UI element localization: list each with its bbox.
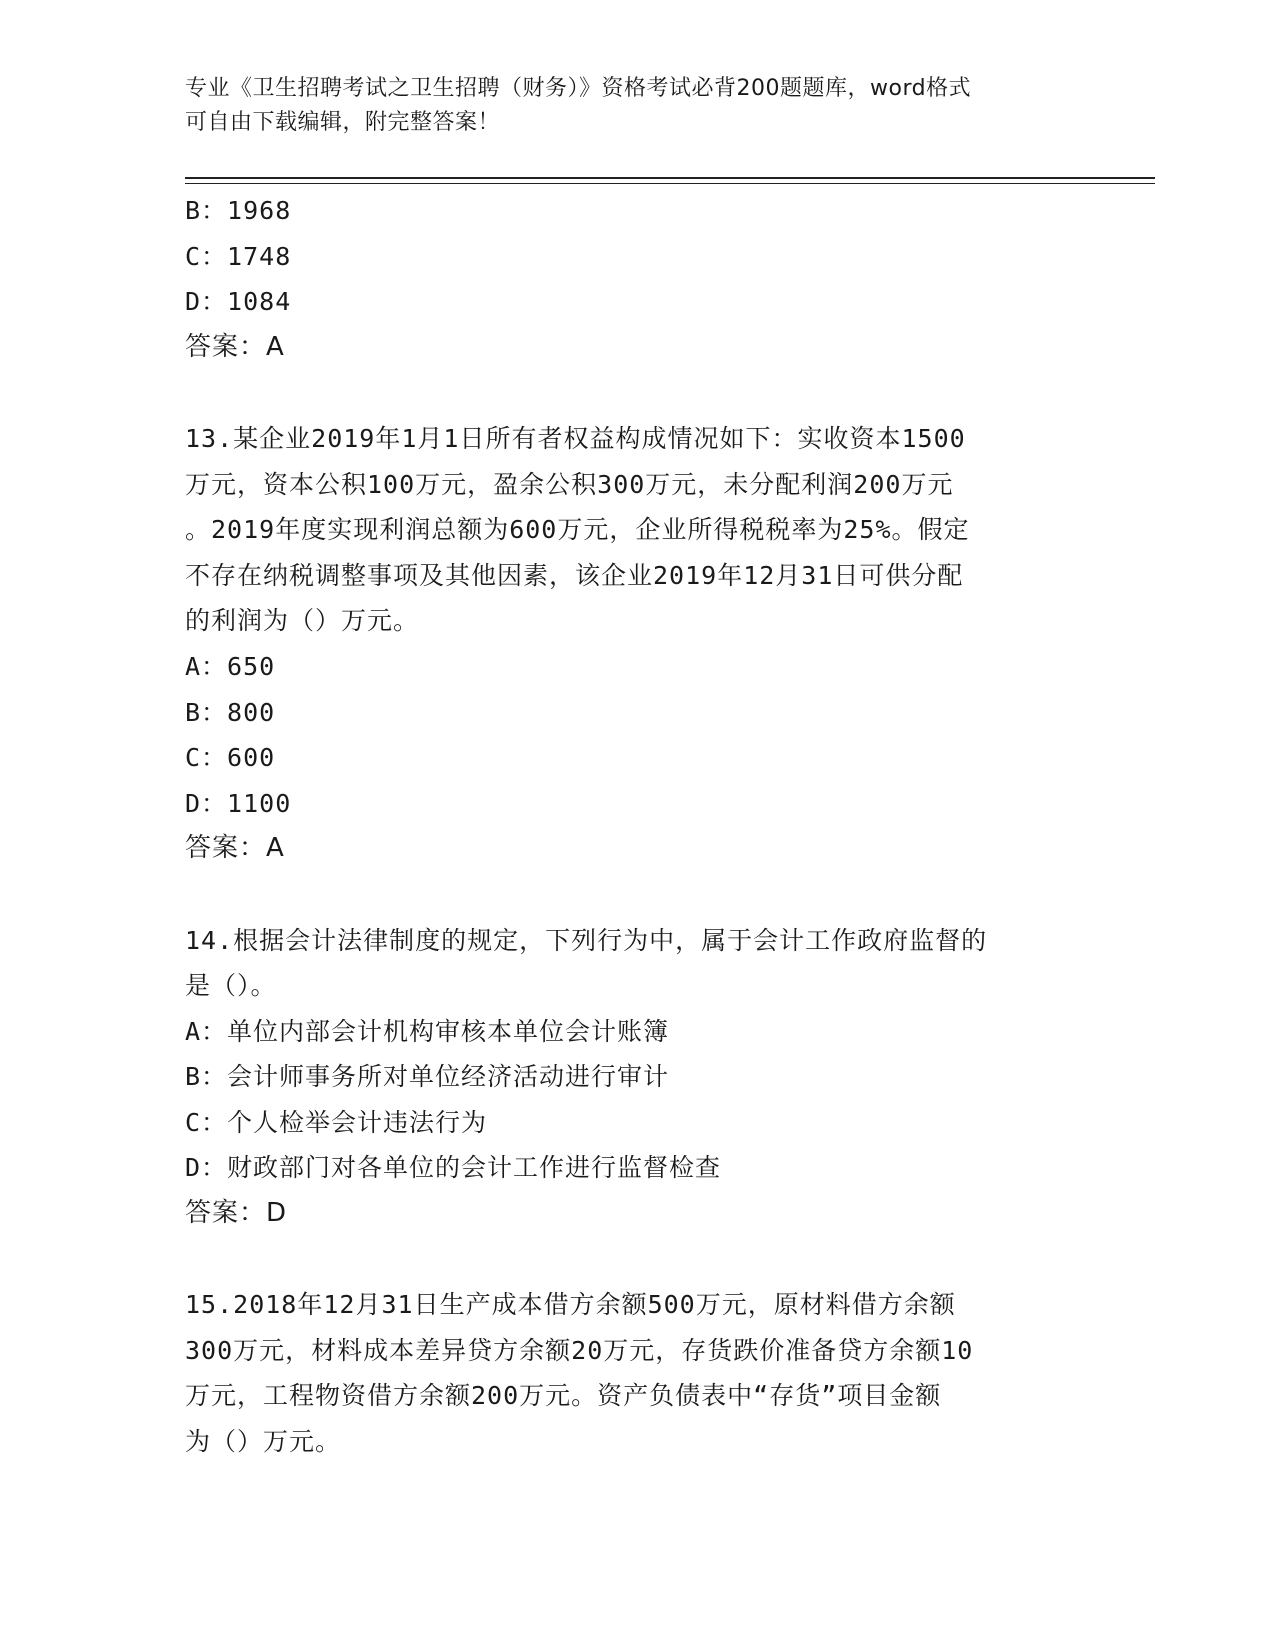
answer-line: 答案：A	[185, 331, 285, 362]
question-13-line-3: 。2019年度实现利润总额为600万元，企业所得税税率为25%。假定	[185, 515, 970, 545]
question-13-line-1: 13.某企业2019年1月1日所有者权益构成情况如下：实收资本1500	[185, 423, 966, 453]
spacer	[185, 370, 1085, 416]
option-b: B：1968	[185, 196, 292, 225]
option-c: C：1748	[185, 241, 292, 271]
question-13-line-5: 的利润为（）万元。	[185, 606, 420, 636]
question-13-option-b: B：800	[185, 697, 276, 727]
header-divider	[185, 177, 1155, 179]
spacer	[185, 1237, 1085, 1283]
question-14-option-c: C：个人检举会计违法行为	[185, 1107, 488, 1137]
question-13-line-2: 万元，资本公积100万元，盈余公积300万元，未分配利润200万元	[185, 469, 954, 499]
question-13-option-a: A：650	[185, 651, 276, 681]
document-body	[185, 188, 1085, 1465]
question-15-line-4: 为（）万元。	[185, 1427, 342, 1457]
question-14-line-2: 是（）。	[185, 971, 277, 1001]
question-15-line-1: 15.2018年12月31日生产成本借方余额500万元，原材料借方余额	[185, 1290, 956, 1320]
question-14-option-d: D：财政部门对各单位的会计工作进行监督检查	[185, 1153, 722, 1183]
question-14-option-b: B：会计师事务所对单位经济活动进行审计	[185, 1062, 670, 1092]
question-14-line-1: 14.根据会计法律制度的规定，下列行为中，属于会计工作政府监督的	[185, 925, 988, 955]
question-14-option-a: A：单位内部会计机构审核本单位会计账簿	[185, 1016, 670, 1046]
page-header	[185, 72, 1065, 140]
question-14-answer: 答案：D	[185, 1198, 288, 1229]
question-13-option-c: C：600	[185, 743, 276, 773]
question-13-answer: 答案：A	[185, 833, 285, 864]
question-13-option-d: D：1100	[185, 788, 292, 818]
question-13-line-4: 不存在纳税调整事项及其他因素，该企业2019年12月31日可供分配	[185, 560, 964, 590]
question-15-line-3: 万元，工程物资借方余额200万元。资产负债表中“存货”项目金额	[185, 1381, 942, 1411]
option-d: D：1084	[185, 287, 292, 317]
question-15-line-2: 300万元，材料成本差异贷方余额20万元，存货跌价准备贷方余额10	[185, 1335, 974, 1365]
spacer	[185, 872, 1085, 918]
header-title-line-2: 可自由下载编辑，附完整答案！	[185, 110, 501, 135]
header-divider-secondary	[185, 183, 1155, 184]
header-title-line-1: 专业《卫生招聘考试之卫生招聘（财务）》资格考试必背200题题库，word格式	[185, 76, 972, 101]
